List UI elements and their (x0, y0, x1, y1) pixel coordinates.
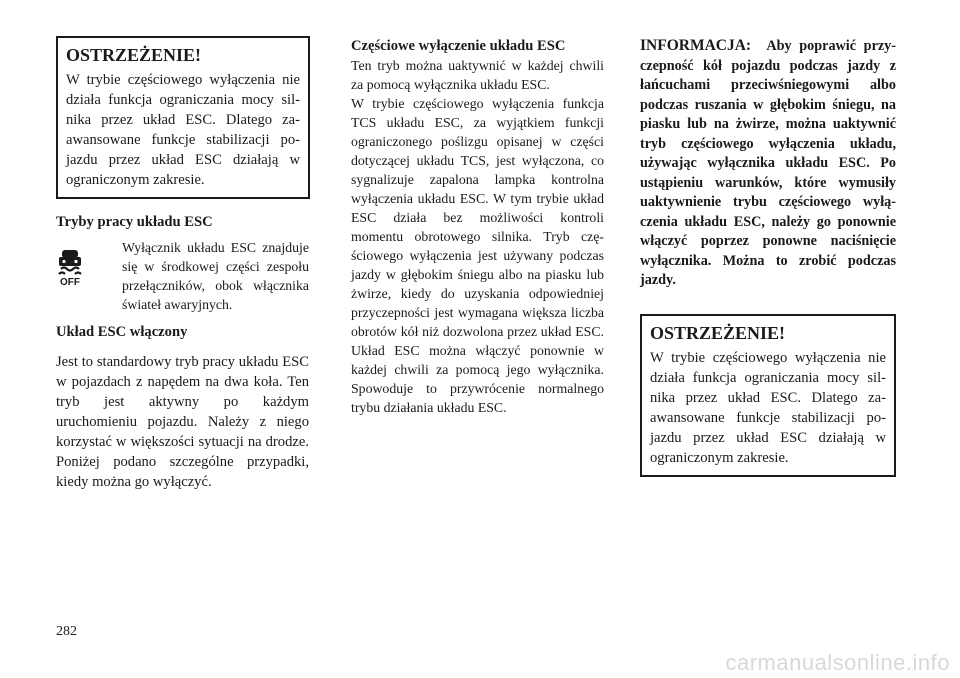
partial-off-paragraph-2: W trybie częściowego wyłączenia funkcja TCS układu ESC, za wyjątkiem funkcji ograniczonego poślizgu opisanej w części dotyczącej układu TCS, jest wyłączona, co sygnalizuje zapalona lampka kontrolna wyłączenia układu ESC. W tym trybie układ ESC działa bez możliwości kontroli momentu obrotowego silnika. Tryb częściowego wyłączenia jest używany podczas jazdy w głębokim śniegu albo na piasku lub żwirze, kiedy do uzyskania odpowiedniej przyczepności jest wymagana większa liczba obrotów kół niż dozwolona przez układ ESC. Układ ESC można włączyć ponownie w każdej chwili za pomocą jego wyłącznika. Spowoduje to przywrócenie normalnego trybu działania układu ESC. (351, 96, 604, 415)
esc-off-icon (56, 248, 84, 286)
esc-switch-text: Wyłącznik układu ESC znajduje się w środkowej części zespołu przełączników, obok włącznika świateł awaryjnych. (122, 240, 309, 312)
warning-title: OSTRZEŻENIE! (650, 322, 786, 343)
warning-text: W trybie częściowego wyłączenia nie działa funkcja ograniczania mocy silnika przez układ ESC. Dlatego zaawansowane funkcje stabilizacji pojazdu przez układ ESC działają w ograniczonym zakresie. (66, 72, 300, 188)
warning-title: OSTRZEŻENIE! (66, 45, 202, 65)
esc-on-heading: Układ ESC włączony (56, 324, 188, 340)
info-label: INFORMACJA: (640, 37, 752, 54)
left-column (56, 36, 309, 492)
partial-off-paragraph-1: Ten tryb można uaktywnić w każdej chwili za pomocą wyłącznika układu ESC. (351, 58, 604, 92)
watermark: carmanualsonline.info (725, 650, 950, 675)
info-text: Aby poprawić przyczepność kół pojazdu podczas jazdy z łańcuchami przeciwśniegowymi albo podczas ruszania w głębokim śniegu, na piasku lub na żwirze, można uaktywnić tryb częściowego wyłączenia układu, używając wyłącznika układu ESC. Po ustąpieniu warunków, które wymusiły uaktywnienie trybu częściowego wyłączenia układu ESC, należy go ponownie włączyć poprzez ponowne naciśnięcie wyłącznika. Można to zrobić podczas jazdy. (640, 38, 896, 288)
esc-on-paragraph: Jest to standardowy tryb pracy układu ESC w pojazdach z napędem na dwa koła. Ten tryb jest aktywny po każdym uruchomieniu pojazdu. Należy z niego korzystać w większości sytuacji na drodze. Poniżej podano szczególne przypadki, kiedy można go wyłączyć. (56, 354, 309, 490)
right-column (640, 36, 896, 477)
page-number: 282 (56, 624, 77, 639)
warning-box-left (56, 36, 310, 199)
info-note (640, 36, 896, 291)
warning-text: W trybie częściowego wyłączenia nie działa funkcja ograniczania mocy silnika przez układ ESC. Dlatego zaawansowane funkcje stabilizacji pojazdu przez układ ESC działają w ograniczonym zakresie. (650, 349, 886, 466)
partial-off-heading: Częściowe wyłączenie układu ESC (351, 38, 566, 54)
esc-modes-heading: Tryby pracy układu ESC (56, 214, 213, 230)
esc-off-label: OFF (60, 277, 80, 286)
warning-box-right (640, 314, 896, 477)
esc-switch-description (56, 238, 309, 314)
middle-column (351, 36, 604, 417)
